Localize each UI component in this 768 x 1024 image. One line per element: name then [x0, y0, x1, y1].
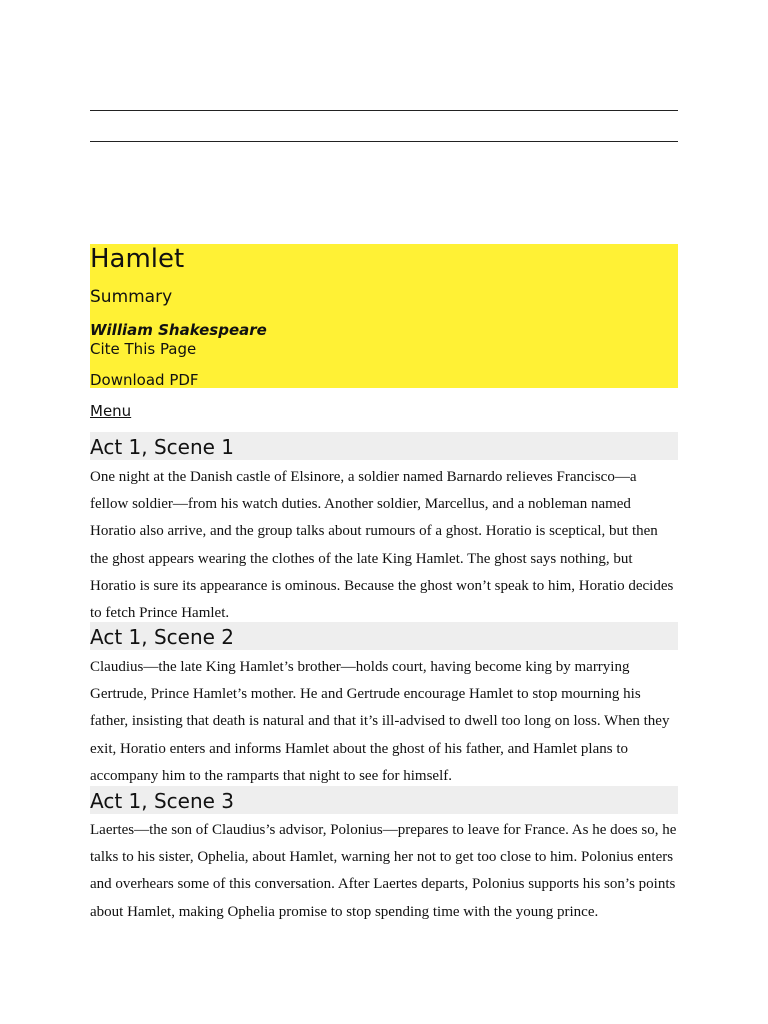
scene-heading: Act 1, Scene 1 — [90, 432, 678, 460]
book-subtitle: Summary — [90, 287, 173, 307]
top-divider — [90, 110, 678, 111]
scene-summary: One night at the Danish castle of Elsinore, a soldier named Barnardo relieves Francisco—a fellow soldier—from his watch duties. Another soldier, Marcellus, and a nobleman named Horatio also arrive, and the group talks about rumours of a ghost. Horatio is sceptical, but then the ghost appears wearing the clothes of the late King Hamlet. The ghost says nothing, but Horatio is sure its appearance is ominous. Because the ghost won’t speak to him, Horatio decides to fetch Prince Hamlet. — [90, 469, 674, 622]
scene-summary: Claudius—the late King Hamlet’s brother—holds court, having become king by marrying Gertrude, Prince Hamlet’s mother. He and Gertrude encourage Hamlet to stop mourning his father, insisting that death is natural and that it’s ill-advised to dwell too long on loss. When they exit, Horatio enters and informs Hamlet about the ghost of his father, and Hamlet plans to accompany him to the ramparts that night to see for himself. — [90, 659, 670, 784]
second-divider — [90, 141, 678, 142]
book-title: Hamlet — [90, 244, 185, 274]
book-author[interactable]: William Shakespeare — [90, 321, 267, 339]
scene-summary: Laertes—the son of Claudius’s advisor, Polonius—prepares to leave for France. As he does so, he talks to his sister, Ophelia, about Hamlet, warning her not to get too close to him. Polonius enters and overhears some of this conversation. After Laertes departs, Polonius supports his son’s points about Hamlet, making Ophelia promise to stop spending time with the young prince. — [90, 822, 677, 920]
download-pdf-link[interactable]: Download PDF — [90, 371, 199, 389]
menu-link[interactable]: Menu — [90, 402, 132, 420]
cite-this-page-link[interactable]: Cite This Page — [90, 340, 197, 358]
scene-heading: Act 1, Scene 3 — [90, 786, 678, 814]
scene-heading: Act 1, Scene 2 — [90, 622, 678, 650]
title-block — [90, 244, 678, 388]
